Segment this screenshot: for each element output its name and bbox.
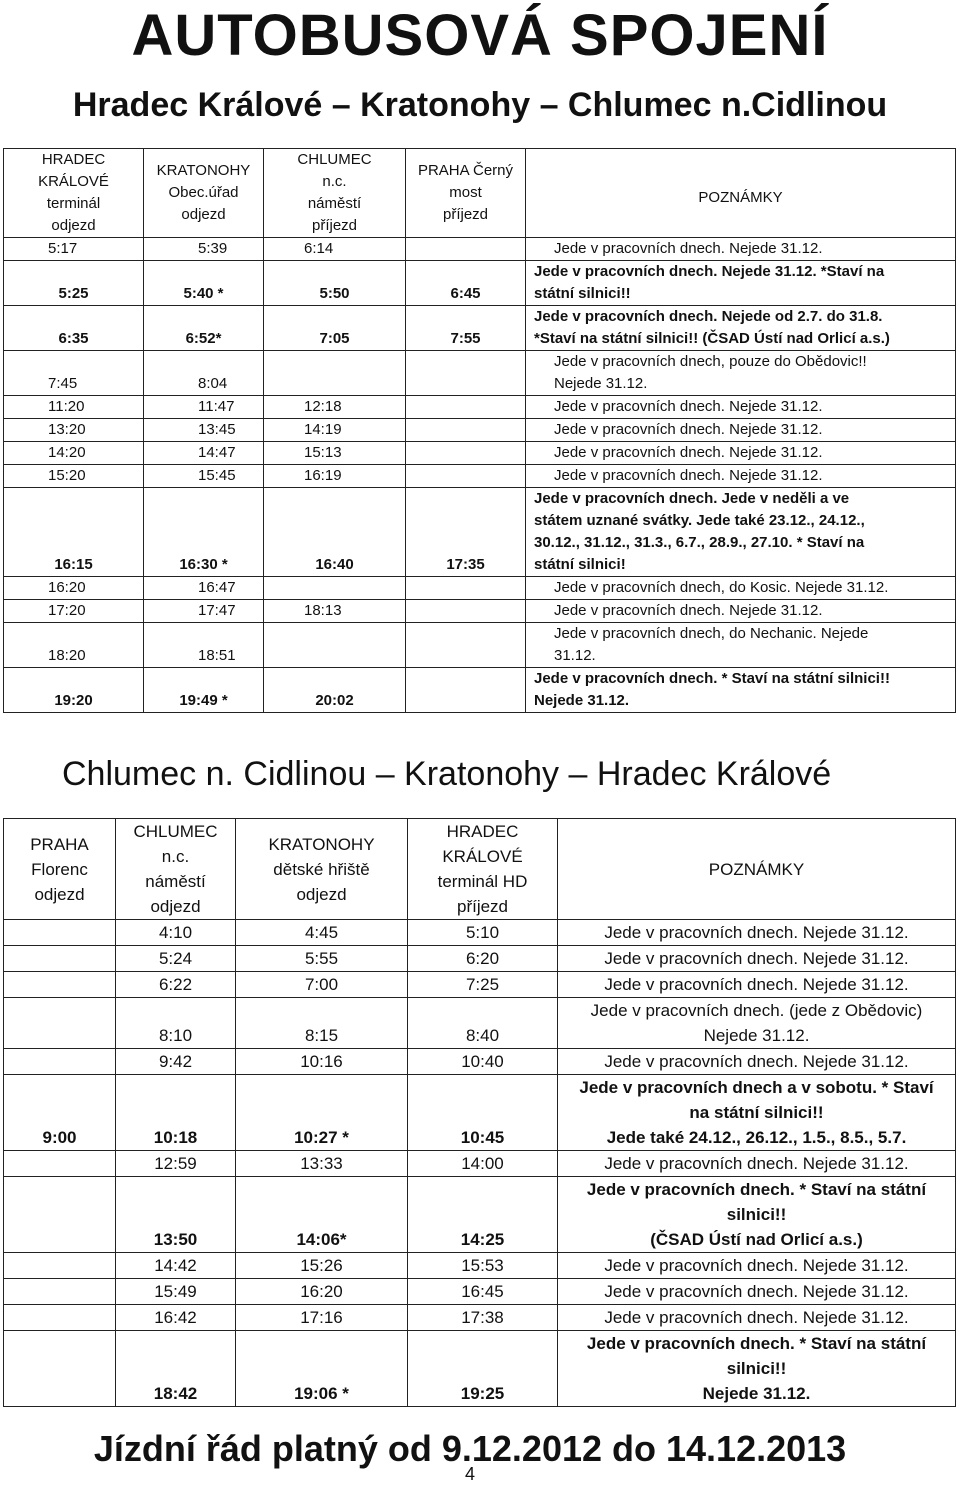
header-cell <box>4 149 144 238</box>
route2-heading: Chlumec n. Cidlinou – Kratonohy – Hradec Králové <box>62 755 832 793</box>
header-line: odjezd <box>181 206 226 223</box>
departure-kratonohy: 17:47 <box>144 600 264 623</box>
header-cell <box>264 149 406 238</box>
note-line: Jede v pracovních dnech. Nejede 31.12. <box>554 467 823 484</box>
departure-kratonohy: 14:06* <box>236 1177 408 1253</box>
departure-kratonohy: 11:47 <box>144 396 264 419</box>
table-row <box>4 668 956 713</box>
departure-kratonohy: 10:27 * <box>236 1075 408 1151</box>
note-cell <box>526 465 956 488</box>
note-line: Jede v pracovních dnech. Nejede 31.12. <box>604 923 909 942</box>
note-cell <box>526 306 956 351</box>
note-line: státní silnici!! <box>534 285 631 302</box>
header-line: CHLUMEC <box>133 822 218 841</box>
note-line: Jede v pracovních dnech. Nejede 31.12. <box>604 1052 909 1071</box>
departure-kratonohy: 8:04 <box>144 351 264 396</box>
arrival-hradec: 8:40 <box>408 998 558 1049</box>
header-line: náměstí <box>307 195 362 212</box>
note-cell <box>526 419 956 442</box>
header-line: KRÁLOVÉ <box>38 173 109 190</box>
departure-praha <box>4 1151 116 1177</box>
departure-chlumec: 9:42 <box>116 1049 236 1075</box>
note-line: Jede v pracovních dnech. Nejede 31.12. *Staví na <box>534 263 885 280</box>
timetable-outbound <box>3 148 956 713</box>
note-line: silnici!! <box>726 1205 787 1224</box>
header-line: náměstí <box>145 872 206 891</box>
table-row <box>4 442 956 465</box>
arrival-hradec: 10:40 <box>408 1049 558 1075</box>
departure-chlumec: 12:59 <box>116 1151 236 1177</box>
note-cell <box>526 488 956 577</box>
departure-kratonohy: 17:16 <box>236 1305 408 1331</box>
arrival-chlumec: 16:19 <box>264 465 406 488</box>
table-row <box>4 1253 956 1279</box>
arrival-praha <box>406 351 526 396</box>
header-line: odjezd <box>34 884 85 904</box>
note-cell <box>526 261 956 306</box>
table-row <box>4 920 956 946</box>
header-line: KRATONOHY <box>268 834 375 854</box>
departure-hradec: 16:15 <box>4 488 144 577</box>
note-cell <box>558 1075 956 1151</box>
note-cell <box>558 1177 956 1253</box>
note-line: Jede v pracovních dnech. Nejede 31.12. <box>604 1154 909 1173</box>
header-line: příjezd <box>442 206 489 223</box>
header-line: KRATONOHY <box>156 162 251 179</box>
departure-hradec: 17:20 <box>4 600 144 623</box>
departure-kratonohy: 5:40 * <box>144 261 264 306</box>
departure-kratonohy: 5:39 <box>144 238 264 261</box>
departure-kratonohy: 19:49 * <box>144 668 264 713</box>
departure-kratonohy: 13:45 <box>144 419 264 442</box>
departure-kratonohy: 18:51 <box>144 623 264 668</box>
note-cell <box>558 1331 956 1407</box>
departure-hradec: 11:20 <box>4 396 144 419</box>
note-line: Jede v pracovních dnech. (jede z Obědovic) <box>590 1001 923 1020</box>
arrival-praha <box>406 238 526 261</box>
departure-praha <box>4 998 116 1049</box>
arrival-praha: 17:35 <box>406 488 526 577</box>
note-line: silnici!! <box>726 1359 787 1378</box>
table-row <box>4 465 956 488</box>
departure-praha <box>4 1253 116 1279</box>
note-cell <box>558 920 956 946</box>
departure-praha <box>4 1279 116 1305</box>
route1-heading: Hradec Králové – Kratonohy – Chlumec n.Cidlinou <box>72 86 888 124</box>
arrival-hradec: 10:45 <box>408 1075 558 1151</box>
header-cell <box>526 149 956 238</box>
arrival-chlumec <box>264 351 406 396</box>
departure-kratonohy: 16:30 * <box>144 488 264 577</box>
arrival-hradec: 14:25 <box>408 1177 558 1253</box>
departure-kratonohy: 15:26 <box>236 1253 408 1279</box>
table-row <box>4 261 956 306</box>
note-line: Jede v pracovních dnech. * Staví na státní <box>586 1180 927 1199</box>
note-line: 30.12., 31.12., 31.3., 6.7., 28.9., 27.10. * Staví na <box>534 534 865 551</box>
arrival-hradec: 6:20 <box>408 946 558 972</box>
arrival-chlumec: 7:05 <box>264 306 406 351</box>
header-cell <box>406 149 526 238</box>
departure-praha <box>4 920 116 946</box>
arrival-chlumec <box>264 623 406 668</box>
departure-hradec: 13:20 <box>4 419 144 442</box>
header-cell <box>236 819 408 920</box>
table-row <box>4 1279 956 1305</box>
arrival-praha <box>406 465 526 488</box>
note-line: Jede v pracovních dnech. Jede v neděli a ve <box>534 490 850 507</box>
note-line: *Staví na státní silnici!! (ČSAD Ústí nad Orlicí a.s.) <box>534 330 890 347</box>
note-line: 31.12. <box>554 647 596 664</box>
departure-kratonohy: 16:20 <box>236 1279 408 1305</box>
header-cell <box>408 819 558 920</box>
note-line: Jede v pracovních dnech. * Staví na státní silnici!! <box>534 670 890 687</box>
note-cell <box>558 946 956 972</box>
departure-praha: 9:00 <box>4 1075 116 1151</box>
departure-praha <box>4 1305 116 1331</box>
arrival-hradec: 17:38 <box>408 1305 558 1331</box>
note-cell <box>558 1049 956 1075</box>
note-cell <box>558 998 956 1049</box>
table-row <box>4 1151 956 1177</box>
note-cell <box>526 577 956 600</box>
table-row <box>4 972 956 998</box>
table-row <box>4 1075 956 1151</box>
arrival-praha: 6:45 <box>406 261 526 306</box>
departure-praha <box>4 1177 116 1253</box>
arrival-hradec: 16:45 <box>408 1279 558 1305</box>
note-cell <box>526 600 956 623</box>
departure-chlumec: 16:42 <box>116 1305 236 1331</box>
departure-hradec: 16:20 <box>4 577 144 600</box>
note-cell <box>526 351 956 396</box>
departure-praha <box>4 1331 116 1407</box>
table-header-row <box>4 149 956 238</box>
departure-chlumec: 13:50 <box>116 1177 236 1253</box>
departure-praha <box>4 972 116 998</box>
departure-hradec: 5:25 <box>4 261 144 306</box>
page-number: 4 <box>464 1464 475 1484</box>
departure-chlumec: 15:49 <box>116 1279 236 1305</box>
note-line: Jede v pracovních dnech, do Nechanic. Nejede <box>554 625 869 642</box>
departure-kratonohy: 14:47 <box>144 442 264 465</box>
header-line: PRAHA Černý <box>417 162 514 179</box>
note-cell <box>558 1253 956 1279</box>
note-line: Jede v pracovních dnech. Nejede 31.12. <box>604 975 909 994</box>
note-line: (ČSAD Ústí nad Orlicí a.s.) <box>650 1230 863 1249</box>
note-line: Jede v pracovních dnech. Nejede 31.12. <box>554 240 823 257</box>
note-cell <box>558 972 956 998</box>
departure-hradec: 19:20 <box>4 668 144 713</box>
table-row <box>4 419 956 442</box>
note-line: Jede v pracovních dnech. Nejede 31.12. <box>554 398 823 415</box>
departure-kratonohy: 15:45 <box>144 465 264 488</box>
note-line: Jede v pracovních dnech. Nejede 31.12. <box>604 1282 909 1301</box>
header-line: Florenc <box>31 859 88 879</box>
note-line: Jede v pracovních dnech, do Kosic. Nejede 31.12. <box>554 579 889 596</box>
arrival-chlumec: 14:19 <box>264 419 406 442</box>
departure-kratonohy: 13:33 <box>236 1151 408 1177</box>
table-row <box>4 1049 956 1075</box>
table-row <box>4 351 956 396</box>
note-line: Nejede 31.12. <box>702 1384 811 1403</box>
departure-chlumec: 4:10 <box>116 920 236 946</box>
departure-chlumec: 18:42 <box>116 1331 236 1407</box>
note-cell <box>558 1151 956 1177</box>
arrival-praha <box>406 396 526 419</box>
header-line: KRÁLOVÉ <box>442 847 523 866</box>
arrival-praha <box>406 577 526 600</box>
arrival-hradec: 14:00 <box>408 1151 558 1177</box>
note-line: státní silnici! <box>534 556 626 573</box>
header-line: terminál <box>46 195 101 212</box>
departure-chlumec: 14:42 <box>116 1253 236 1279</box>
header-line: HRADEC <box>41 151 106 168</box>
departure-kratonohy: 16:47 <box>144 577 264 600</box>
header-line: příjezd <box>456 897 509 916</box>
note-cell <box>558 1279 956 1305</box>
note-line: Nejede 31.12. <box>554 375 648 392</box>
departure-hradec: 14:20 <box>4 442 144 465</box>
note-line: Jede v pracovních dnech a v sobotu. * Staví <box>579 1078 934 1097</box>
header-line: terminál HD <box>437 872 528 891</box>
note-line: Jede v pracovních dnech. Nejede od 2.7. do 31.8. <box>534 308 883 325</box>
table-row <box>4 1305 956 1331</box>
departure-praha <box>4 1049 116 1075</box>
note-line: Jede v pracovních dnech. * Staví na státní <box>586 1334 927 1353</box>
note-line: Jede v pracovních dnech. Nejede 31.12. <box>554 602 823 619</box>
departure-praha <box>4 946 116 972</box>
departure-hradec: 15:20 <box>4 465 144 488</box>
header-line: příjezd <box>311 217 358 234</box>
departure-chlumec: 6:22 <box>116 972 236 998</box>
note-cell <box>558 1305 956 1331</box>
header-line: dětské hřiště <box>273 859 370 879</box>
arrival-praha <box>406 600 526 623</box>
header-line: n.c. <box>161 847 190 866</box>
arrival-praha <box>406 442 526 465</box>
table-row <box>4 623 956 668</box>
departure-chlumec: 10:18 <box>116 1075 236 1151</box>
note-line: Jede také 24.12., 26.12., 1.5., 8.5., 5.7. <box>606 1128 907 1147</box>
header-cell <box>116 819 236 920</box>
arrival-chlumec: 18:13 <box>264 600 406 623</box>
header-line: odjezd <box>296 884 347 904</box>
departure-kratonohy: 4:45 <box>236 920 408 946</box>
note-cell <box>526 442 956 465</box>
arrival-chlumec: 15:13 <box>264 442 406 465</box>
arrival-hradec: 5:10 <box>408 920 558 946</box>
note-line: Jede v pracovních dnech, pouze do Obědovic!! <box>554 353 867 370</box>
table-header-row <box>4 819 956 920</box>
note-line: Jede v pracovních dnech. Nejede 31.12. <box>604 1308 909 1327</box>
note-line: Nejede 31.12. <box>703 1026 810 1045</box>
table-row <box>4 998 956 1049</box>
departure-kratonohy: 10:16 <box>236 1049 408 1075</box>
arrival-hradec: 19:25 <box>408 1331 558 1407</box>
header-line: odjezd <box>150 897 201 916</box>
table-row <box>4 1177 956 1253</box>
note-line: Jede v pracovních dnech. Nejede 31.12. <box>554 444 823 461</box>
departure-chlumec: 8:10 <box>116 998 236 1049</box>
arrival-chlumec: 16:40 <box>264 488 406 577</box>
arrival-hradec: 15:53 <box>408 1253 558 1279</box>
table-row <box>4 946 956 972</box>
table-row <box>4 1331 956 1407</box>
validity-footer: Jízdní řád platný od 9.12.2012 do 14.12.2013 <box>93 1428 847 1469</box>
arrival-hradec: 7:25 <box>408 972 558 998</box>
departure-kratonohy: 7:00 <box>236 972 408 998</box>
arrival-praha <box>406 623 526 668</box>
timetable-return <box>3 818 956 1407</box>
departure-hradec: 5:17 <box>4 238 144 261</box>
header-line: Obec.úřad <box>168 184 239 201</box>
arrival-praha <box>406 668 526 713</box>
departure-kratonohy: 6:52* <box>144 306 264 351</box>
table-row <box>4 577 956 600</box>
header-cell <box>144 149 264 238</box>
note-line: na státní silnici!! <box>689 1103 824 1122</box>
note-cell <box>526 396 956 419</box>
departure-hradec: 6:35 <box>4 306 144 351</box>
note-line: Nejede 31.12. <box>534 692 630 709</box>
departure-kratonohy: 19:06 * <box>236 1331 408 1407</box>
header-line: POZNÁMKY <box>698 189 783 206</box>
header-line: most <box>449 184 482 201</box>
table-row <box>4 396 956 419</box>
arrival-chlumec: 6:14 <box>264 238 406 261</box>
departure-kratonohy: 8:15 <box>236 998 408 1049</box>
departure-chlumec: 5:24 <box>116 946 236 972</box>
note-cell <box>526 668 956 713</box>
note-cell <box>526 623 956 668</box>
arrival-chlumec: 20:02 <box>264 668 406 713</box>
table-row <box>4 600 956 623</box>
note-line: Jede v pracovních dnech. Nejede 31.12. <box>604 949 909 968</box>
arrival-praha <box>406 419 526 442</box>
arrival-chlumec <box>264 577 406 600</box>
departure-hradec: 7:45 <box>4 351 144 396</box>
arrival-chlumec: 5:50 <box>264 261 406 306</box>
header-line: odjezd <box>51 217 96 234</box>
departure-hradec: 18:20 <box>4 623 144 668</box>
table-row <box>4 306 956 351</box>
page-title: AUTOBUSOVÁ SPOJENÍ <box>131 3 829 68</box>
header-line: n.c. <box>322 173 347 190</box>
table-row <box>4 488 956 577</box>
table-row <box>4 238 956 261</box>
header-line: POZNÁMKY <box>708 859 805 879</box>
header-line: HRADEC <box>446 822 519 841</box>
note-line: Jede v pracovních dnech. Nejede 31.12. <box>604 1256 909 1275</box>
note-cell <box>526 238 956 261</box>
header-line: CHLUMEC <box>297 151 372 168</box>
arrival-praha: 7:55 <box>406 306 526 351</box>
header-cell <box>4 819 116 920</box>
departure-kratonohy: 5:55 <box>236 946 408 972</box>
header-line: PRAHA <box>30 834 89 854</box>
arrival-chlumec: 12:18 <box>264 396 406 419</box>
header-cell <box>558 819 956 920</box>
note-line: státem uznané svátky. Jede také 23.12., 24.12., <box>534 512 865 529</box>
note-line: Jede v pracovních dnech. Nejede 31.12. <box>554 421 823 438</box>
